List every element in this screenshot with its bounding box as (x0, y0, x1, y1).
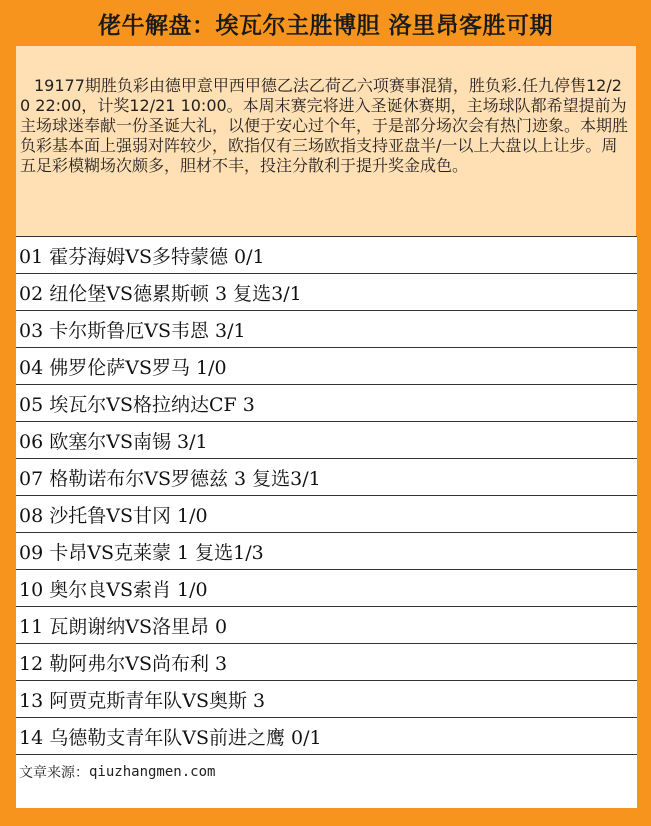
pick-row-04: 04 佛罗伦萨VS罗马 1/0 (16, 348, 637, 385)
pick-row-13: 13 阿贾克斯青年队VS奥斯 3 (16, 681, 637, 718)
source-line (16, 755, 637, 788)
source-link[interactable]: qiuzhangmen.com (89, 763, 216, 780)
title-bar (0, 0, 651, 46)
pick-row-03: 03 卡尔斯鲁厄VS韦恩 3/1 (16, 311, 637, 348)
pick-row-08: 08 沙托鲁VS甘冈 1/0 (16, 496, 637, 533)
pick-row-01: 01 霍芬海姆VS多特蒙德 0/1 (16, 237, 637, 274)
pick-row-12: 12 勒阿弗尔VS尚布利 3 (16, 644, 637, 681)
pick-row-07: 07 格勒诺布尔VS罗德兹 3 复选3/1 (16, 459, 637, 496)
intro-box (16, 46, 636, 236)
pick-row-10: 10 奥尔良VS索肖 1/0 (16, 570, 637, 607)
pick-row-05: 05 埃瓦尔VS格拉纳达CF 3 (16, 385, 637, 422)
picks-table (16, 236, 637, 808)
intro-paragraph: 19177期胜负彩由德甲意甲西甲德乙法乙荷乙六项赛事混猜，胜负彩.任九停售12/20 22:00，计奖12/21 10:00。本周末赛完将进入圣诞休赛期，主场球队都希望提前为主场球迷奉献一份圣诞大礼，以便于安心过个年，于是部分场次会有热门迹象。本期胜负彩基本面上强弱对阵较少，欧指仅有三场欧指支持亚盘半/一以上大盘以上让步。周五足彩模糊场次颇多，胆材不丰，投注分散利于提升奖金成色。 (20, 76, 629, 175)
pick-row-14: 14 乌德勒支青年队VS前进之鹰 0/1 (16, 718, 637, 755)
pick-row-11: 11 瓦朗谢纳VS洛里昂 0 (16, 607, 637, 644)
page-title: 佬牛解盘：埃瓦尔主胜博胆 洛里昂客胜可期 (97, 12, 553, 39)
source-label: 文章来源： (19, 764, 89, 781)
pick-row-06: 06 欧塞尔VS南锡 3/1 (16, 422, 637, 459)
pick-row-02: 02 纽伦堡VS德累斯顿 3 复选3/1 (16, 274, 637, 311)
pick-row-09: 09 卡昂VS克莱蒙 1 复选1/3 (16, 533, 637, 570)
